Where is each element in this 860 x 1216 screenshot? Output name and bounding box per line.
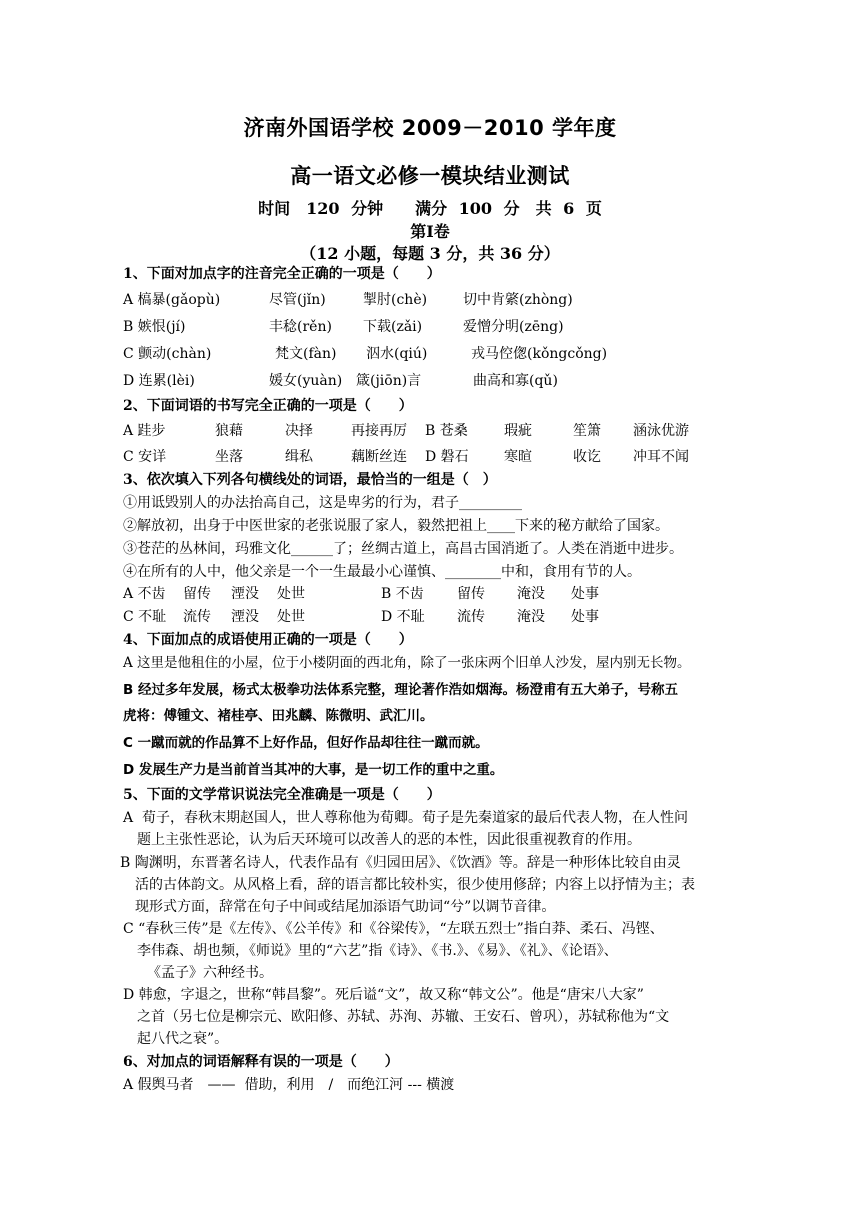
q4-stem: 4、下面加点的成语使用正确的一项是（ ） [123,632,413,648]
q5-b-3: 现形式方面，辞常在句子中间或结尾加添语气助词“兮”以调节音律。 [135,899,556,915]
q5-b-2: 活的古体韵文。从风格上看，辞的语言都比较朴实，很少使用修辞；内容上以抒情为主；表 [135,877,695,893]
q5-a-1: A 荀子，春秋末期赵国人，世人尊称他为荀卿。荀子是先秦道家的最后代表人物，在人性问 [123,810,689,826]
school-title: 济南外国语学校 2009－2010 学年度 [243,116,617,140]
q1-b-3: 下载(zǎi) [363,319,423,335]
q2-d-3: 收讫 [573,449,601,465]
q2-c-4: 藕断丝连 [351,449,407,465]
q2-b-3: 笙箫 [573,423,601,439]
q6-stem: 6、对加点的词语解释有误的一项是（ ） [123,1054,399,1070]
q3-d-4: 处事 [571,609,599,625]
q3-a-2: 留传 [183,586,211,602]
q1-a-1: A 槁暴(gǎopù) [123,292,221,308]
q3-b-4: 处事 [571,586,599,602]
q3-c-4: 处世 [277,609,305,625]
q2-a-2: 狼藉 [215,423,243,439]
q3-sentence-2: ②解放初，出身于中医世家的老张说服了家人，毅然把祖上____下来的秘方献给了国家。 [123,518,669,534]
q1-a-3: 掣肘(chè) [363,292,428,308]
exam-title: 高一语文必修一模块结业测试 [290,164,570,188]
q1-a-2: 尽管(jǐn) [269,292,326,308]
q4-option-b-cont: 虎将：傅锺文、褚桂亭、田兆麟、陈微明、武汇川。 [123,708,434,724]
q3-a-3: 湮没 [231,586,259,602]
q4-option-d: D 发展生产力是当前首当其冲的大事，是一切工作的重中之重。 [123,762,504,778]
q1-d-3: 箴(jiōn)言 [356,373,422,389]
q5-d-3: 起八代之衰”。 [137,1031,229,1047]
q5-c-1: C “春秋三传”是《左传》、《公羊传》和《谷梁传》，“左联五烈士”指白莽、柔石、冯铿、 [123,921,664,937]
q1-b-2: 丰稔(rěn) [269,319,332,335]
q2-d-4: 冲耳不闻 [633,449,689,465]
q4-option-c: C 一蹴而就的作品算不上好作品，但好作品却往往一蹴而就。 [123,735,489,751]
q3-d-3: 淹没 [517,609,545,625]
q4-option-b: B 经过多年发展，杨式太极拳功法体系完整，理论著作浩如烟海。杨澄甫有五大弟子，号称五 [123,682,678,698]
q5-d-1: D 韩愈，字退之，世称“韩昌黎”。死后谥“文”，故又称“韩文公”。他是“唐宋八大家” [123,987,644,1003]
q2-d-1: D 磐石 [425,449,469,465]
q2-c-2: 坐落 [215,449,243,465]
q3-sentence-3: ③苍茫的丛林间，玛雅文化______了；丝绸古道上，高昌古国消逝了。人类在消逝中进步。 [123,541,683,557]
q3-b-2: 留传 [457,586,485,602]
q2-c-3: 缉私 [285,449,313,465]
q3-a-4: 处世 [277,586,305,602]
q5-c-2: 李伟森、胡也频，《师说》里的“六艺”指《诗》、《书.》、《易》、《礼》、《论语》、 [137,943,618,959]
q2-a-4: 再接再厉 [351,423,407,439]
q1-b-4: 爱憎分明(zēng) [463,319,564,335]
q1-d-2: 媛女(yuàn) [269,373,343,389]
q2-b-2: 瑕疵 [504,423,532,439]
q3-sentence-1: ①用诋毁别人的办法抬高自己，这是卑劣的行为，君子_________ [123,495,522,511]
q2-d-2: 寒暄 [504,449,532,465]
q2-b-1: B 苍桑 [425,423,468,439]
q1-stem: 1、下面对加点字的注音完全正确的一项是（ ） [123,266,441,282]
q3-stem: 3、依次填入下列各句横线处的词语，最恰当的一组是（ ） [123,472,497,488]
q3-c-1: C 不耻 [123,609,167,625]
q2-c-1: C 安详 [123,449,167,465]
q2-b-4: 涵泳优游 [633,423,689,439]
q3-c-2: 流传 [183,609,211,625]
q5-d-2: 之首（另七位是柳宗元、欧阳修、苏轼、苏洵、苏辙、王安石、曾巩），苏轼称他为“文 [137,1009,670,1025]
q3-c-3: 湮没 [231,609,259,625]
exam-info: 时间 120 分钟 满分 100 分 共 6 页 [258,199,602,218]
q2-a-1: A 跬步 [123,423,166,439]
q1-c-2: 梵文(fàn) [275,346,337,362]
q3-d-2: 流传 [457,609,485,625]
q6-option-a: A 假舆马者 —— 借助，利用 / 而绝江河 --- 横渡 [123,1077,455,1093]
q2-stem: 2、下面词语的书写完全正确的一项是（ ） [123,398,413,414]
q1-c-4: 戎马倥偬(kǒngcǒng) [471,346,608,362]
q1-c-3: 泅水(qiú) [366,346,428,362]
q5-c-3: 《孟子》六种经书。 [147,965,273,981]
q5-a-2: 题上主张性恶论，认为后天环境可以改善人的恶的本性，因此很重视教育的作用。 [137,832,641,848]
q2-a-3: 决择 [285,423,313,439]
q5-b-1: B 陶渊明，东晋著名诗人，代表作品有《归园田居》、《饮酒》等。辞是一种形体比较自由灵 [120,855,681,871]
q3-b-3: 淹没 [517,586,545,602]
q3-d-1: D 不耻 [381,609,425,625]
q1-a-4: 切中肯綮(zhòng) [463,292,573,308]
q1-d-4: 曲高和寡(qǔ) [473,373,558,389]
q1-b-1: B 嫉恨(jí) [123,319,186,335]
q3-a-1: A 不齿 [123,586,166,602]
q1-d-1: D 连累(lèi) [123,373,195,389]
volume-note: （12 小题，每题 3 分，共 36 分） [300,244,560,263]
q1-c-1: C 颤动(chàn) [123,346,212,362]
q3-b-1: B 不齿 [381,586,424,602]
q5-stem: 5、下面的文学常识说法完全准确是一项是（ ） [123,787,441,803]
q3-sentence-4: ④在所有的人中，他父亲是一个一生最最小心谨慎、________中和，食用有节的人。 [123,564,641,580]
q4-option-a: A 这里是他租住的小屋，位于小楼阴面的西北角，除了一张床两个旧单人沙发，屋内别无长物。 [123,655,691,671]
volume-label: 第Ⅰ卷 [410,222,450,241]
